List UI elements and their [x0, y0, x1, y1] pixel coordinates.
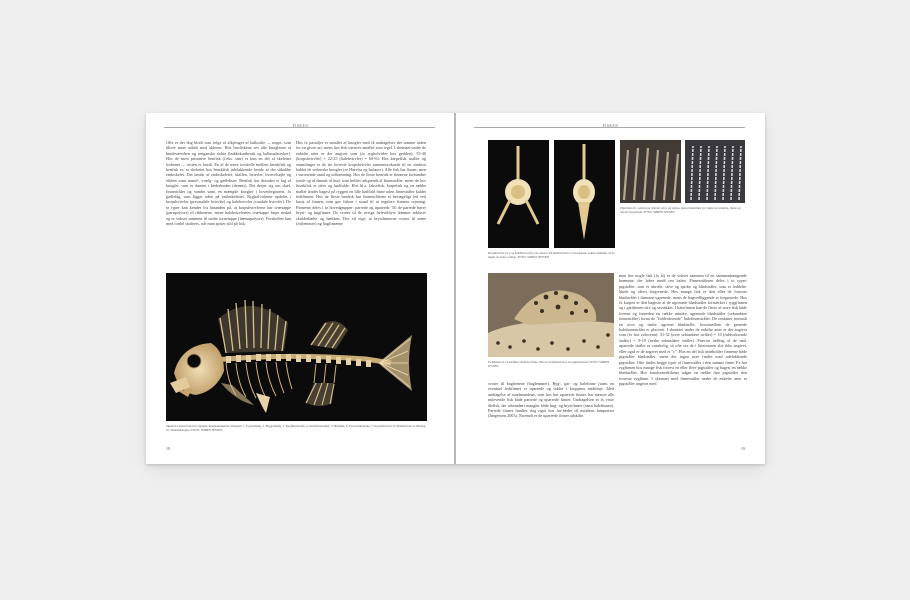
right-text-column-bottom: svarer til bagbenene (baglemmer). Ryg-, gat- og halefinne (samt en eventuel fedtfinne) er uparrede og sidder i kroppens midtlinje. Med undtagelse af rundmundene, som hos har uparrede finner, har næsten alle nulevende fisk både parrede og uparrede finner. Undtagelsen er fx visse ålefisk, der sekundært mangler både bug- og brystfinner (samt halefinnen). Parrede finner fandtes dog også hos for-fædre til nutidens lampretter (Jørgensen 2003). Normalt er de uparrede finner adskilte, — [488, 381, 614, 419]
header-rule-right — [474, 127, 745, 128]
vertebra-photo-trunk — [488, 140, 549, 248]
left-text-column-1: Ofte er der dog blodt som folge af afkjringer af kalksalte — noget, som bliver mere udtalt med alderen. Hos benfiskene ses alle knoglerne af bindevævsben og senganske sidste (bukkekartbrusk og kalkmaletryker). Hos de mest primitive benfisk (f.eks. stør) er kun en del af skelettet forbenet — resten er brusk. En af de mere forskelle mellem bruskfisk og benfisk er, at skelettet hos bruskfisk udelukkende består af det såkaldte endoskelet. Det består af endoskeletet, skallen, hvirvler, hvirvelsøjle og ribben samt mund-, svælg- og gællebuer. Benfisk har desuden et lag af knogler, som er dannet i læderhuden (dermis). Det drejer sig om skæl, finnestråler og vandet samt en mængde knogler i hovedregionen, fx gællelåg, som ligger uden på endoskelettet. Rygholvirlerne opdeles i kropshvirvler (precaudale hvirvler) og halehvirvler (caudale hvirvler). De to typer kan kendes fra hinanden på, at kropshvirvlerne har tværtappe (parapofyser) til ribbenene, mens halehvirvlernes tværtappe bøjer nedad og er vokset sammen til nedre tornetappe (hæmapofyser). Forskellen kan med fordel studeres, når man spiser sild på fisk. — [166, 140, 291, 227]
adipose-fin-photo — [488, 273, 614, 357]
soft-ray-illustration — [685, 140, 745, 203]
adipose-fin-illustration — [488, 273, 614, 357]
tail-vertebra-illustration — [554, 140, 615, 248]
fin-ray-photo-soft — [685, 140, 745, 203]
left-text-column-2: Hos fx pastaljer er antallet af knogler med få andragelser det samme inden for en given art, mens hos fisk varierer antallet som regel. I skemaet under de enkelte arter er der angivet som (fx rygholvirler hos gedden): 35-40 (kropshvirvler) + 22-25 (halehvirvler) = 60-63. Hos karpefisk, maller og strømlinger er de tre forreste kropshvirvler sammenvoksede til en struktur kaldet de weberske knogler (se Hørelse og balance). Alle fisk har finner, men i varierende antal og udformning. Hos de fleste benfisk er finnerne forbundne tynde og af dannet af bud, som holdes adspændt af finnestråler, mens de hos bruskfisk er stive og kødfulde. Hos bl.a. laksefisk, karpefisk og en række maller findes bagest på ryggen en lille kødfuld finne uden finnestråler kaldet fedtfinnen. Hos de fleste benfisk har finnestrålerne et bevægeligt led ved basis af finnen, som gør fisken i stand til at regulere finnens rejsning. Finnerne deles i to hovedgrupper: parrede og uparrede. Til de parrede hører bryst- og bugfinner. De svarer til de øvrige hvirveldyrs lemmer inklusiv skulderbælte og bækken. Der vil sige, at brystfinnerne svarer til arme (forlemmer) og bugfinnerne — [296, 140, 426, 227]
running-head-left: FISKEN — [292, 124, 309, 128]
trunk-vertebra-illustration — [488, 140, 549, 248]
fin-ray-photo-spiny — [620, 140, 681, 203]
caption-fin-rays: Pigstråler (tv. venstre) er ubrede, stive og spidse, mens blødstråler (tv. højre) er leddelte, bløde og ofterst forgrenede. FOTO: SØREN JESSEN — [620, 206, 741, 215]
vertebra-photo-tail — [554, 140, 615, 248]
left-page — [146, 113, 455, 464]
fish-skeleton-photo — [166, 273, 427, 421]
page-number-right: 19 — [741, 446, 745, 451]
caption-vertebrae: Kropshvirvel (tv.) og halehvirvel (th.) fra aborre. På halehvirvlet er tværtappene vokset sammen, så de udgør en nedre torntap. FOTO: SØREN JESSEN — [488, 251, 615, 260]
right-page — [456, 113, 765, 464]
right-text-column-mid: men hos nogle fisk (fx ål) er de vokset sammen til en sammenhængende bræmme, der løber rundt om halen. Finnestrålerne deles i to typer: pigstråler, som er ubrede, stive og spidse og blødstråler, som er leddelte, bløde og oftest forgrenede. Hos mange fisk er den eller de forreste blødstråler i finnerne ugrenede, mens de bagvedliggende er forgrenede. Hos fx karpen er den bageste af de ugrenede blødstråler forstærket i ryggfinnen og i gattfinnen stiv og savtakket. I halefinnen kan de fleste af store fisk både forrent og forneden en række mindre, ugrenede blødstråler (sekundære finnestråler) foran de "fuldvoksende" halefinnestråler. De omfatter normalt en øvre og nedre ugrenet blødstråle, hvorimellem de grenede halefinnestråler er placeret. I skemaet under de enkelte arter er der angivet som (fx hos cølocenn): 31-32 (øvre sekundære stråler) + 10 (fuldvoksende stråler) + 9-10 (nedre sekundære stråler). Præcise tælling af de små, uparrede stråler er vanskelig, så ofte ses de i litteraturen slet ikke angivet, eller også er de angivet med et "c". Hos en del fisk indeholder finnerne både pigstråler blødstråler, mens der ingen øvre findes med udelukkende pigstråler. Ofte findes begge typer af finnestråler i den samme finne. Fx har rygfinnen hos mange fisk forrest en eller flere pigstråler og bagest en række blødstråler. Hos bundsonetfiskene udgør en række fine pigstråler den forreste rygfinne. I skemaet med finnestråler under de enkelte arter er pigstråler angivet med — [619, 273, 747, 387]
fish-skeleton-illustration — [166, 273, 427, 421]
caption-adipose-fin: Fedtfinnen er en kødfuld, strålelos finne. Her ses fedtfinnen hos en regnbueørred. FOTO: SØREN JESSEN — [488, 360, 610, 369]
header-rule-left — [164, 127, 435, 128]
figure-caption-skeleton: Skelet fra aborre med de vigtigste knogleelementer indtegnet: 1. Forgællelåg, 2. Baggællelåg, 3. Rygfinnestråler, 4. Skælfinnestråler, 5. Bækken, 6. Forsvarskraterne, 7. Kropshvirvler, 8. Halehvirvler, 9. Ribben, 10. Skulderknogler. FOTO: SØREN JESSEN — [166, 424, 427, 433]
running-head-right: FISKEN — [602, 124, 619, 128]
book-spread — [146, 113, 765, 464]
page-number-left: 18 — [166, 446, 170, 451]
spiny-ray-illustration — [620, 140, 681, 203]
